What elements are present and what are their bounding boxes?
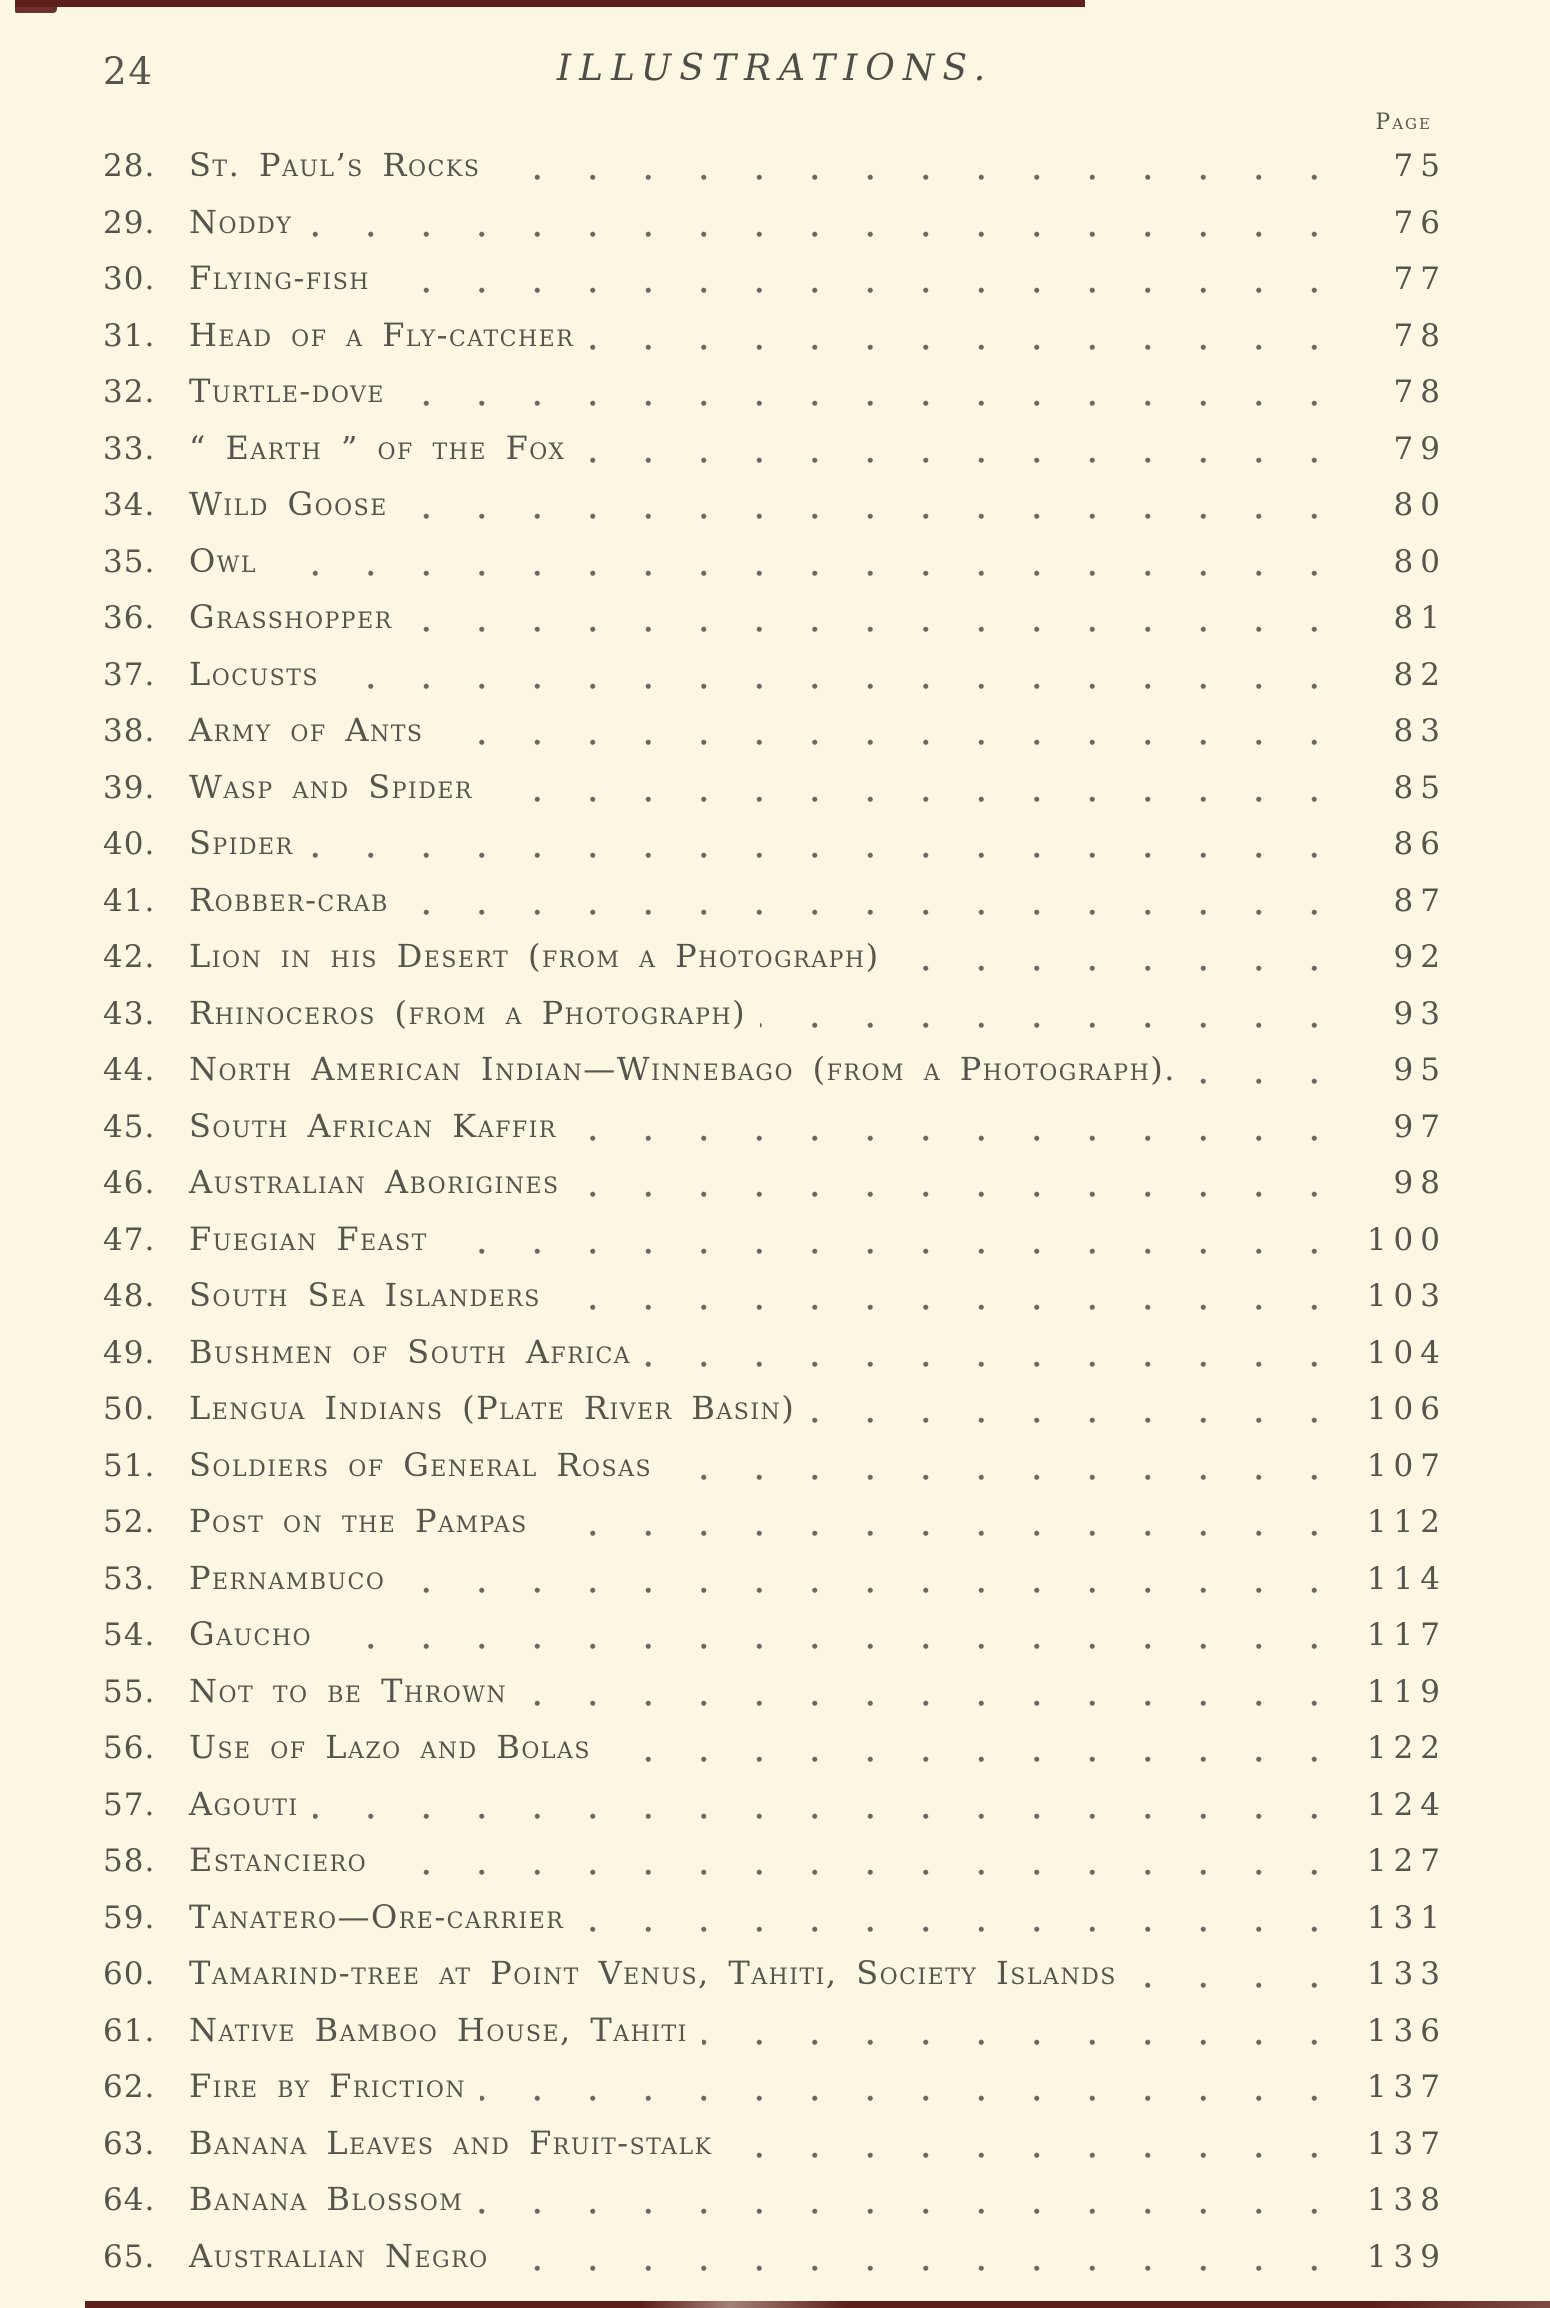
entry-number: 51. [103,1438,189,1495]
entry-number: 30. [103,251,189,308]
entry-page: 138 [1347,2172,1447,2229]
entry-number: 39. [103,760,189,817]
entry-number: 45. [103,1099,189,1156]
entry-page: 93 [1347,986,1447,1043]
entry-number: 38. [103,703,189,760]
toc-row [103,1776,1447,1833]
entry-title: Spider [189,815,308,872]
toc-row [103,646,1447,703]
entry-page: 86 [1347,816,1447,873]
entry-page: 76 [1347,195,1447,252]
entry-title: Army of Ants [189,702,437,759]
toc-row [103,1550,1447,1607]
entry-title: Head of a Fly-catcher [189,307,588,364]
entry-page: 104 [1347,1325,1447,1382]
entry-page: 117 [1347,1607,1447,1664]
toc-row [103,1832,1447,1889]
entry-number: 46. [103,1155,189,1212]
scan-edge-artifact-bottom [85,2301,1550,2308]
entry-page: 98 [1347,1155,1447,1212]
page-title: ILLUSTRATIONS. [556,48,994,89]
entry-number: 35. [103,534,189,591]
entry-page: 95 [1347,1042,1447,1099]
entry-page: 75 [1347,138,1447,195]
entry-page: 83 [1347,703,1447,760]
toc-row [103,1889,1447,1946]
toc-row [103,1606,1447,1663]
entry-title: Flying-fish [189,250,384,307]
entry-title: Agouti [189,1776,313,1833]
scan-edge-artifact-top [15,0,1085,7]
entry-number: 47. [103,1212,189,1269]
entry-number: 59. [103,1890,189,1947]
entry-title: Banana Blossom [189,2171,477,2228]
toc-row [103,307,1447,364]
toc-row [103,928,1447,985]
entry-number: 56. [103,1720,189,1777]
toc-row [103,759,1447,816]
entry-title: Bushmen of South Africa [189,1324,645,1381]
scan-edge-artifact-corner [15,0,57,13]
entry-page: 137 [1347,2059,1447,2116]
toc-row [103,1380,1447,1437]
toc-row [103,1663,1447,1720]
toc-row [103,702,1447,759]
entry-number: 53. [103,1551,189,1608]
entry-title: “ Earth ” of the Fox [189,420,580,477]
toc-row [103,2002,1447,2059]
toc-row [103,1267,1447,1324]
entry-title: Grasshopper [189,589,407,646]
toc-row [103,1437,1447,1494]
entry-page: 77 [1347,251,1447,308]
entry-number: 34. [103,477,189,534]
entry-number: 49. [103,1325,189,1382]
toc-row [103,420,1447,477]
entry-title: Fuegian Feast [189,1211,442,1268]
toc-row [103,476,1447,533]
toc-row [103,985,1447,1042]
toc-row [103,533,1447,590]
entry-page: 79 [1347,421,1447,478]
entry-page: 137 [1347,2116,1447,2173]
entry-page: 103 [1347,1268,1447,1325]
entry-page: 124 [1347,1777,1447,1834]
entry-title: Estanciero [189,1832,381,1889]
toc-row [103,137,1447,194]
entry-title: Locusts [189,646,333,703]
entry-title: Pernambuco [189,1550,399,1607]
entry-title: Australian Negro [189,2228,503,2285]
entry-page: 78 [1347,308,1447,365]
entry-page: 100 [1347,1212,1447,1269]
entry-number: 64. [103,2172,189,2229]
entry-number: 48. [103,1268,189,1325]
entry-title: Rhinoceros (from a Photograph) [189,985,760,1042]
toc-row [103,2171,1447,2228]
entry-number: 58. [103,1833,189,1890]
entry-number: 60. [103,1946,189,2003]
entry-page: 136 [1347,2003,1447,2060]
entry-page: 122 [1347,1720,1447,1777]
entry-number: 32. [103,364,189,421]
toc-row [103,2058,1447,2115]
entry-page: 82 [1347,647,1447,704]
entry-title: Tamarind-tree at Point Venus, Tahiti, Society Islands [189,1945,1131,2002]
entry-title: Tanatero—Ore-carrier [189,1889,578,1946]
entry-title: Fire by Friction [189,2058,480,2115]
entry-page: 80 [1347,534,1447,591]
entry-page: 114 [1347,1551,1447,1608]
toc-row [103,1719,1447,1776]
entry-title: Lion in his Desert (from a Photograph) [189,928,894,985]
entry-title: Owl [189,533,271,590]
toc-row [103,1211,1447,1268]
entry-number: 63. [103,2116,189,2173]
entry-page: 80 [1347,477,1447,534]
entry-title: South African Kaffir [189,1098,571,1155]
entry-page: 78 [1347,364,1447,421]
entry-title: Turtle-dove [189,363,399,420]
entry-number: 42. [103,929,189,986]
entry-page: 119 [1347,1664,1447,1721]
entry-number: 50. [103,1381,189,1438]
entry-page: 85 [1347,760,1447,817]
entry-number: 54. [103,1607,189,1664]
toc-row [103,194,1447,251]
entry-title: Use of Lazo and Bolas [189,1719,605,1776]
entry-page: 131 [1347,1890,1447,1947]
entry-number: 37. [103,647,189,704]
entry-title: South Sea Islanders [189,1267,555,1324]
entry-page: 107 [1347,1438,1447,1495]
toc-row [103,1041,1447,1098]
entry-title: St. Paul’s Rocks [189,137,494,194]
entry-title: Post on the Pampas [189,1493,542,1550]
entry-number: 40. [103,816,189,873]
entry-page: 106 [1347,1381,1447,1438]
toc-row [103,1945,1447,2002]
entry-number: 62. [103,2059,189,2116]
entry-page: 139 [1347,2229,1447,2286]
entry-title: Banana Leaves and Fruit-stalk [189,2115,727,2172]
toc-row [103,872,1447,929]
entry-page: 92 [1347,929,1447,986]
page-column-label: Page [1375,110,1432,135]
toc-row [103,1098,1447,1155]
entry-title: Gaucho [189,1606,326,1663]
entry-number: 31. [103,308,189,365]
toc-row [103,1154,1447,1211]
entry-page: 97 [1347,1099,1447,1156]
toc-row [103,250,1447,307]
entry-title: Native Bamboo House, Tahiti [189,2002,702,2059]
entry-number: 52. [103,1494,189,1551]
toc-row [103,1324,1447,1381]
entry-number: 55. [103,1664,189,1721]
entry-title: Soldiers of General Rosas [189,1437,666,1494]
entry-page: 81 [1347,590,1447,647]
toc-row [103,2228,1447,2285]
toc-row [103,2115,1447,2172]
entry-number: 57. [103,1777,189,1834]
entry-page: 127 [1347,1833,1447,1890]
toc-row [103,589,1447,646]
toc-row [103,363,1447,420]
entry-number: 61. [103,2003,189,2060]
toc-row [103,815,1447,872]
entry-page: 133 [1347,1946,1447,2003]
entry-number: 29. [103,195,189,252]
entry-number: 44. [103,1042,189,1099]
entry-page: 112 [1347,1494,1447,1551]
entry-number: 36. [103,590,189,647]
entry-title: Not to be Thrown [189,1663,521,1720]
entry-title: Robber-crab [189,872,403,929]
entry-number: 28. [103,138,189,195]
entry-title: Wasp and Spider [189,759,487,816]
entry-number: 41. [103,873,189,930]
entry-title: Lengua Indians (Plate River Basin) [189,1380,809,1437]
folio-number: 24 [103,50,155,93]
entry-page: 87 [1347,873,1447,930]
entry-title: Australian Aborigines [189,1154,574,1211]
entry-number: 33. [103,421,189,478]
toc-list [0,137,1550,2284]
toc-row [103,1493,1447,1550]
entry-title: Noddy [189,194,306,251]
entry-number: 65. [103,2229,189,2286]
entry-title: Wild Goose [189,476,402,533]
entry-number: 43. [103,986,189,1043]
entry-title: North American Indian—Winnebago (from a Photograph). [189,1041,1190,1098]
